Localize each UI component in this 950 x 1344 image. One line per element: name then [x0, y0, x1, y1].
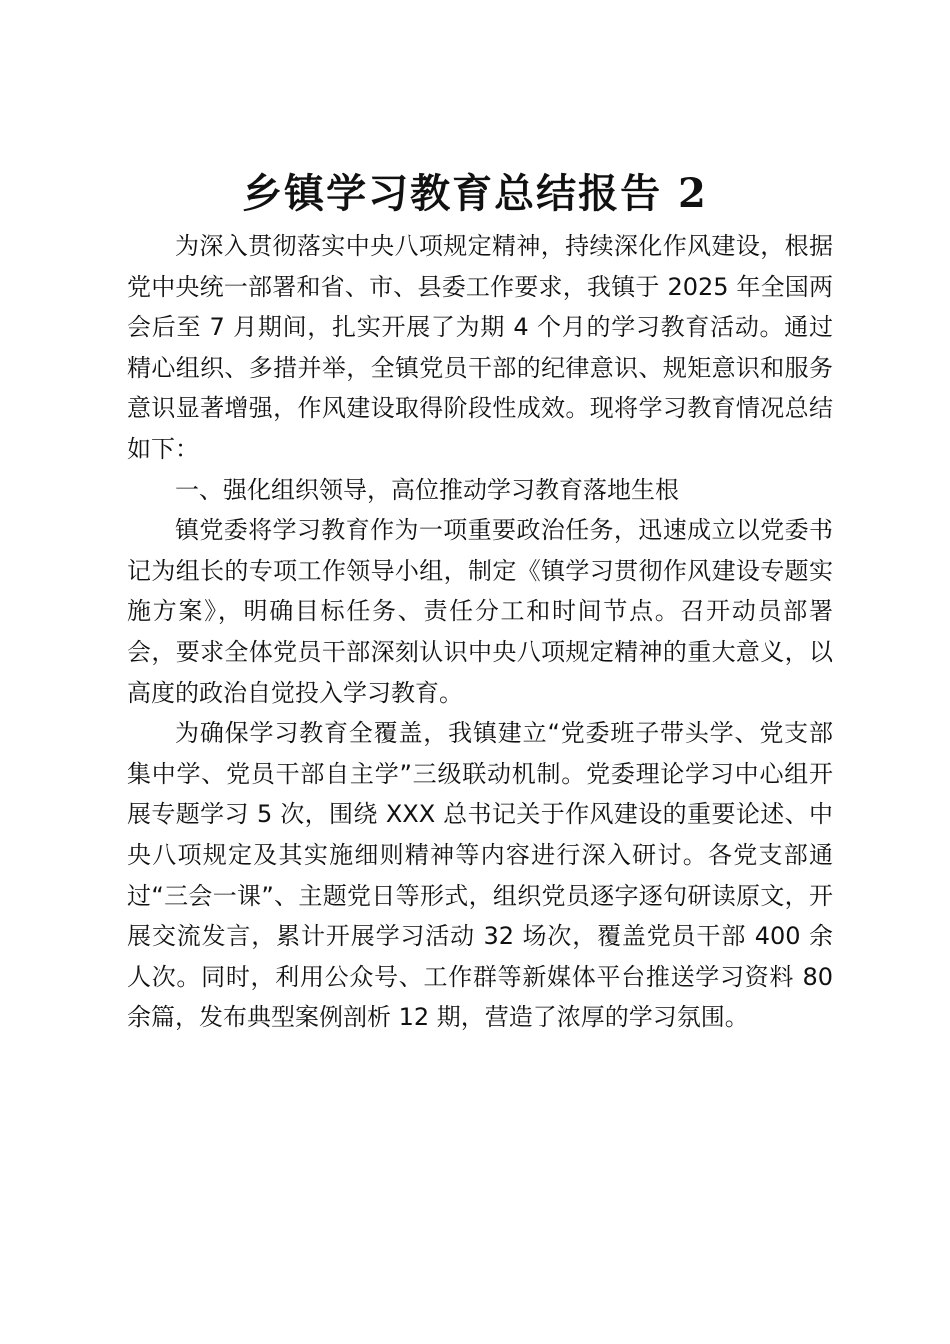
section-heading-1: 一、强化组织领导，高位推动学习教育落地生根 [175, 475, 679, 504]
document-body [127, 226, 833, 1038]
intro-paragraph: 为深入贯彻落实中央八项规定精神，持续深化作风建设，根据党中央统一部署和省、市、县委工作要求，我镇于 2025 年全国两会后至 7 月期间，扎实开展了为期 4 个月的学习教育活动。通过精心组织、多措并举，全镇党员干部的纪律意识、规矩意识和服务意识显著增强，作风建设取得阶段性成效。现将学习教育情况总结如下： [127, 232, 833, 463]
body-paragraph: 镇党委将学习教育作为一项重要政治任务，迅速成立以党委书记为组长的专项工作领导小组，制定《镇学习贯彻作风建设专题实施方案》，明确目标任务、责任分工和时间节点。召开动员部署会，要求全体党员干部深刻认识中央八项规定精神的重大意义，以高度的政治自觉投入学习教育。 [127, 516, 833, 707]
body-paragraph: 为确保学习教育全覆盖，我镇建立“党委班子带头学、党支部集中学、党员干部自主学”三级联动机制。党委理论学习中心组开展专题学习 5 次，围绕 XXX 总书记关于作风建设的重要论述、中央八项规定及其实施细则精神等内容进行深入研讨。各党支部通过“三会一课”、主题党日等形式，组织党员逐字逐句研读原文，开展交流发言，累计开展学习活动 32 场次，覆盖党员干部 400 余人次。同时，利用公众号、工作群等新媒体平台推送学习资料 80 余篇，发布典型案例剖析 12 期，营造了浓厚的学习氛围。 [127, 719, 833, 1032]
document-title: 乡镇学习教育总结报告 2 [242, 170, 708, 217]
